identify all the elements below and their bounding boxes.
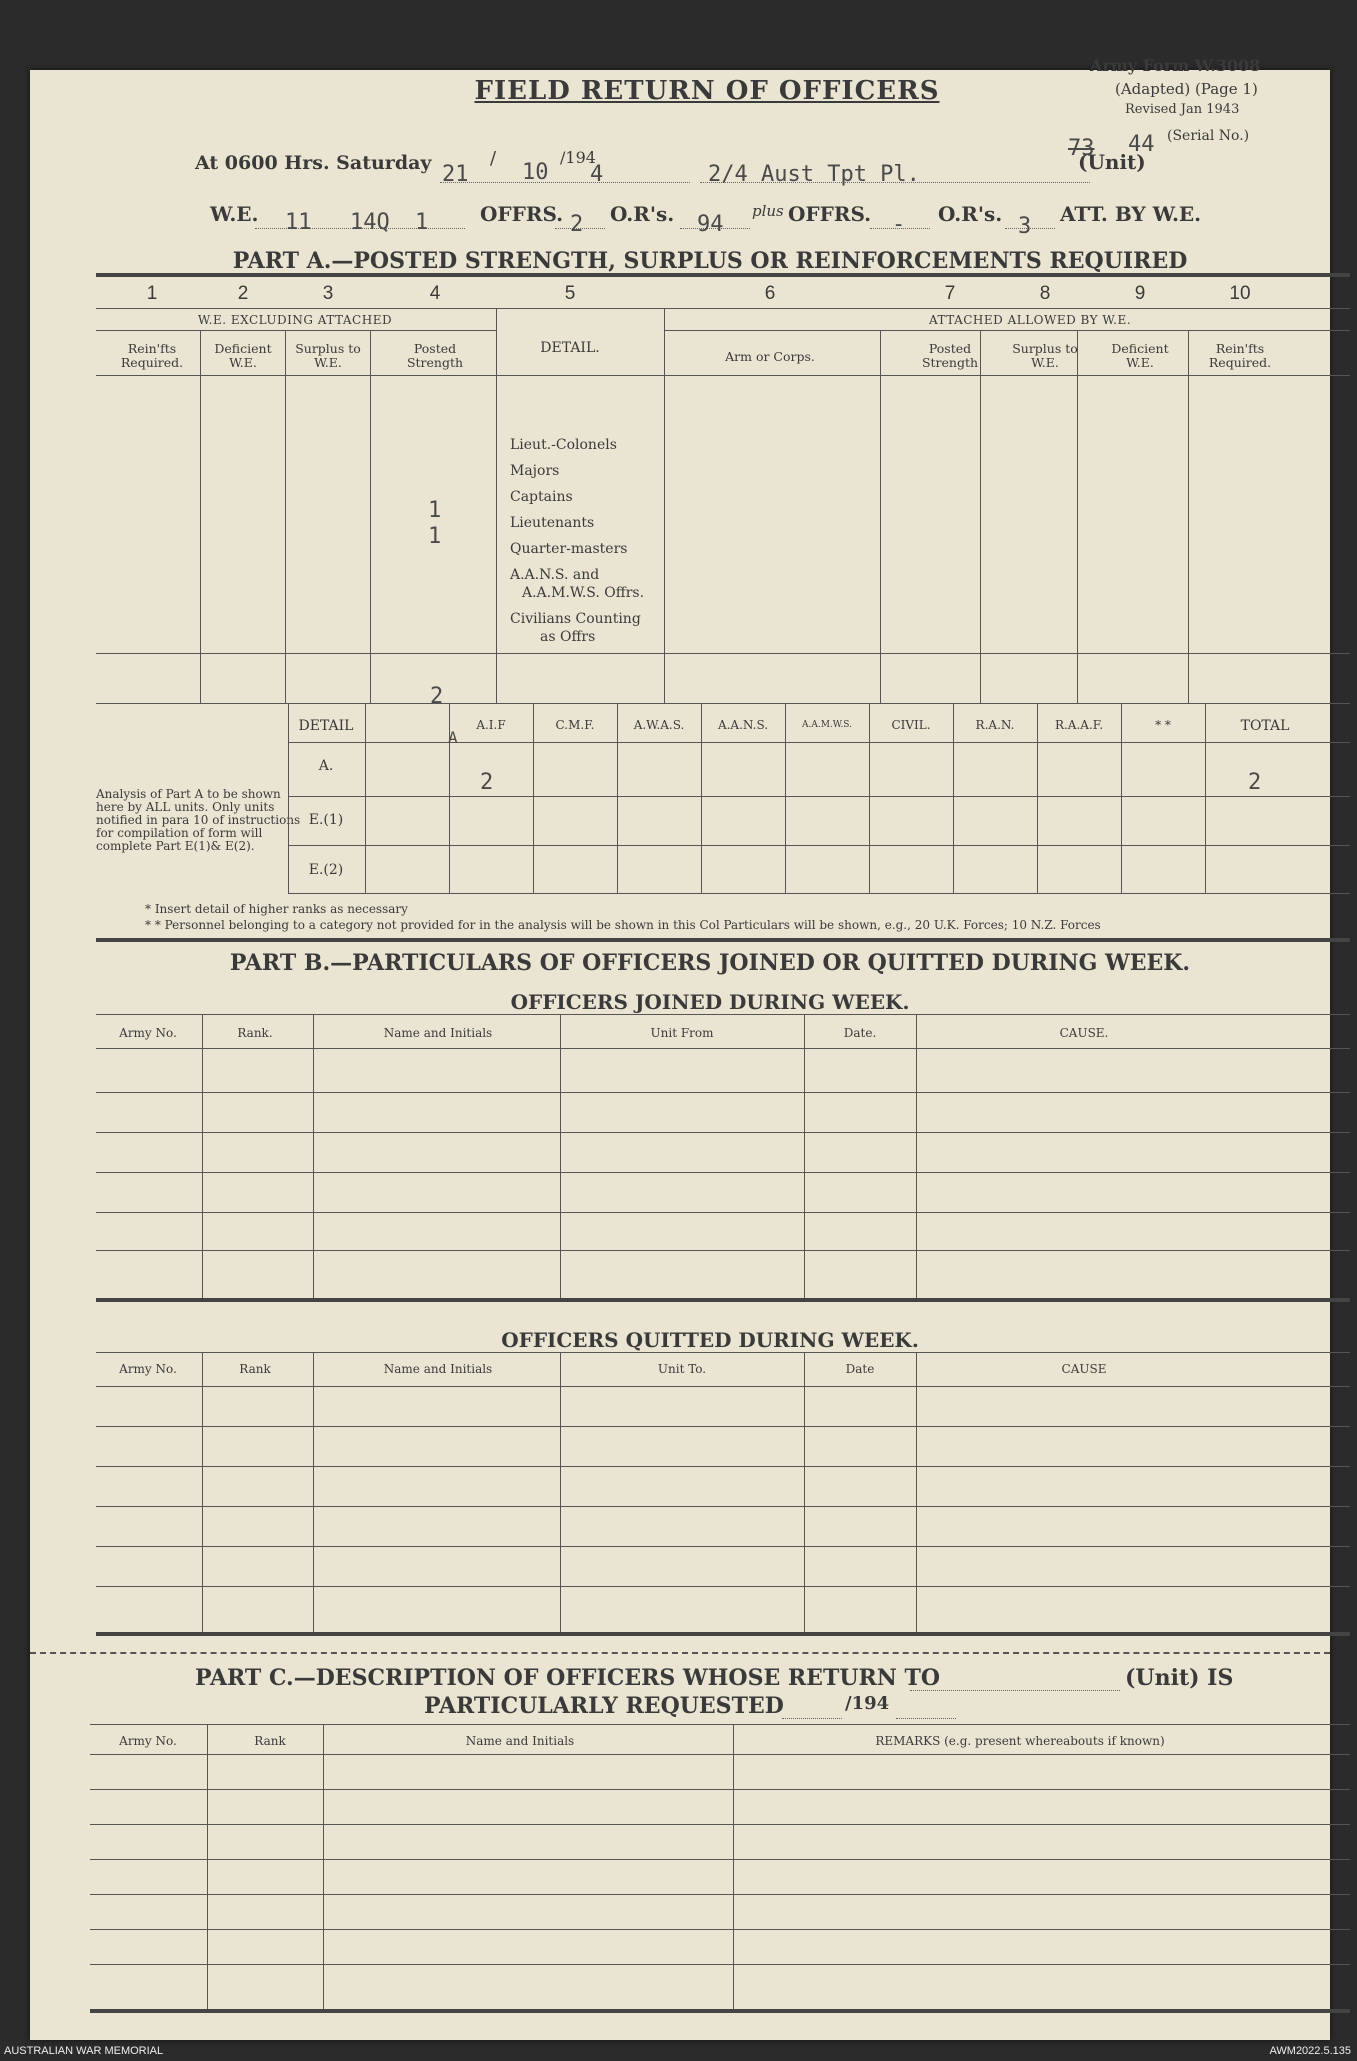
analysis-header: DETAIL	[298, 718, 354, 734]
posted-total: 2	[430, 684, 444, 709]
header-posted-r: Posted Strength	[921, 341, 979, 370]
analysis-header: A.A.N.S.	[717, 718, 769, 732]
part-a-title: PART A.—POSTED STRENGTH, SURPLUS OR REINFORCEMENTS REQUIRED	[232, 248, 1188, 274]
joined-header: Rank.	[237, 1026, 273, 1040]
detail-header: DETAIL.	[540, 340, 600, 356]
analysis-header: R.A.A.F.	[1054, 718, 1104, 732]
analysis-header: A.A.M.W.S.	[801, 720, 853, 730]
analysis-total-value: 2	[1248, 770, 1262, 795]
quitted-header: Unit To.	[657, 1362, 707, 1376]
col-number: 10	[1229, 283, 1251, 304]
col-number: 1	[146, 283, 158, 304]
part-c-unit-is: (Unit) IS	[1125, 1665, 1234, 1691]
we-typed-a: 11	[285, 210, 312, 235]
quitted-header: Army No.	[119, 1362, 177, 1376]
header-posted: Posted Strength	[406, 341, 464, 370]
part-c-title: PART C.—DESCRIPTION OF OFFICERS WHOSE RETURN TO	[195, 1665, 941, 1691]
analysis-header: A.W.A.S.	[633, 718, 685, 732]
rank-item: Majors	[510, 463, 560, 479]
header-deficient: Deficient W.E.	[214, 341, 272, 370]
col-number: 5	[564, 283, 576, 304]
analysis-row-label: E.(1)	[308, 812, 344, 828]
ors-typed: 94	[697, 212, 724, 237]
serial-label: (Serial No.)	[1167, 128, 1250, 144]
part-b-title: PART B.—PARTICULARS OF OFFICERS JOINED OR QUITTED DURING WEEK.	[229, 950, 1191, 976]
header-surplus: Surplus to W.E.	[295, 341, 361, 370]
part-c-header: Army No.	[119, 1734, 177, 1748]
analysis-header: * *	[1155, 718, 1171, 732]
at-label: At 0600 Hrs. Saturday	[195, 152, 432, 174]
plus-label: plus	[752, 202, 784, 220]
we-label: W.E.	[210, 202, 259, 226]
serial-typed: 44	[1128, 132, 1155, 157]
part-c-header: REMARKS (e.g. present whereabouts if known)	[875, 1734, 1165, 1748]
analysis-mark: A	[448, 728, 458, 747]
revised-note: Revised Jan 1943	[1125, 102, 1240, 117]
joined-header: Unit From	[650, 1026, 714, 1040]
unit-label: (Unit)	[1078, 150, 1146, 174]
quitted-header: Name and Initials	[383, 1362, 493, 1376]
archive-footer-left: AUSTRALIAN WAR MEMORIAL	[4, 2045, 164, 2057]
header-deficient-r: Deficient W.E.	[1111, 341, 1169, 370]
part-c-header: Name and Initials	[465, 1734, 575, 1748]
year-typed: 4	[590, 162, 604, 187]
rank-item: Civilians Counting	[510, 611, 641, 627]
joined-header: Name and Initials	[383, 1026, 493, 1040]
offrs-typed: 2	[570, 212, 584, 237]
col-number: 8	[1039, 283, 1051, 304]
rank-item: A.A.M.W.S. Offrs.	[522, 585, 645, 601]
form-title: FIELD RETURN OF OFFICERS	[474, 76, 940, 106]
att-label: ATT. BY W.E.	[1060, 202, 1202, 226]
rank-list	[510, 432, 644, 646]
plus-offrs-label: OFFRS.	[788, 202, 872, 226]
part-c-line2: PARTICULARLY REQUESTED	[424, 1693, 784, 1719]
quitted-title: OFFICERS QUITTED DURING WEEK.	[501, 1328, 919, 1352]
year-printed: /194	[560, 148, 596, 167]
plus-offrs-typed: -	[892, 212, 906, 237]
joined-header: CAUSE.	[1059, 1026, 1109, 1040]
month-typed: 10	[522, 160, 549, 185]
header-arm: Arm or Corps.	[725, 349, 815, 364]
serial-struck: 73	[1068, 136, 1095, 161]
joined-title: OFFICERS JOINED DURING WEEK.	[510, 990, 910, 1014]
offrs-label: OFFRS.	[480, 202, 564, 226]
col-number: 7	[944, 283, 956, 304]
rank-item: as Offrs	[540, 629, 596, 645]
analysis-header: C.M.F.	[555, 718, 595, 732]
plus-ors-typed: 3	[1018, 214, 1032, 239]
army-form-number: Army Form W.3008	[1090, 56, 1261, 75]
analysis-aif-value: 2	[480, 770, 494, 795]
analysis-row-label: E.(2)	[308, 862, 344, 878]
col-number: 3	[322, 283, 334, 304]
analysis-row-label: A.	[318, 758, 334, 774]
archive-footer-right: AWM2022.5.135	[1269, 2045, 1351, 2057]
analysis-footnote: * Insert detail of higher ranks as necessary	[145, 902, 408, 916]
we-typed-c: 1	[415, 210, 429, 235]
joined-header: Army No.	[119, 1026, 177, 1040]
rank-item: A.A.N.S. and	[510, 567, 600, 583]
analysis-header: R.A.N.	[975, 718, 1015, 732]
posted-lieutenants: 1	[428, 498, 442, 523]
col-number: 2	[237, 283, 249, 304]
form-sheet: FIELD RETURN OF OFFICERS Army Form W.3008 (Adapted) (Page 1) Revised Jan 1943 (Serial No.) 73 44 (Unit) At 0600 Hrs. Saturday 21 / 10 /194 4 2/4 Aust Tpt Pl. W.E. 11 14Q 1 OFFRS. 2 O.R's. 94 plus OFFRS. - O.R's. 3 ATT. BY W.E. PART A.—POSTED STRENGTH, SURPLUS OR REINFORCEMENTS REQUIRED 1 2 3 4 5 6 7 8 9 10 W.E. EXCLUDING ATTACHED ATTACHED ALLOWED BY W.E. DETAIL. Rein'fts Required. Deficient W.E. Surplus to W.E. Posted Strength Arm or Corps. Posted Strength Surplus to W.E. Deficient W.E. Rein'fts Required. Lieut.-Colonels Majors Captains Lieutenants Quarter-masters A.A.N.S. and A.A.M.W.S. Offrs. Civilians Counting as Offrs 1 1 2 Analysis of Part A to be shown here by ALL units. Only units notified in para 10 of instructions for compilation of form will complete Part E(1)& E(2). DETAIL A.I.F C.M.F. A.W.A.S. A.A.N.S. A.A.M.W.S. CIVIL. R.A.N. R.A.A.F. * * TOTAL A. E.(1) E.(2) A 2 2 * Insert detail of higher ranks as necessary * * Personnel belonging to a category not provided for in the analysis will be shown in this Col Particulars will be shown, e.g., 20 U.K. Forces; 10 N.Z. Forces PART B.—PARTICULARS OF OFFICERS JOINED OR QUITTED DURING WEEK. OFFICERS JOINED DURING WEEK. Army No. Rank. Name and Initials Unit From Date. CAUSE. OFFICERS QUITTED DURING WEEK. Army No. Rank Name and Initials Unit To. Date CAUSE PART C.—DESCRIPTION OF OFFICERS WHOSE RETURN TO (Unit) IS PARTICULARLY REQUESTED /194 Army No. Rank Name and Initials REMARKS (e.g. present whereabouts if known)	[30, 70, 1330, 2040]
analysis-header: TOTAL	[1240, 718, 1290, 734]
quitted-header: CAUSE	[1061, 1362, 1107, 1376]
day-typed: 21	[442, 162, 469, 187]
analysis-footnote: * * Personnel belonging to a category not provided for in the analysis will be shown in this Col Particulars will be shown, e.g., 20 U.K. Forces; 10 N.Z. Forces	[145, 918, 1101, 932]
posted-quartermasters: 1	[428, 524, 442, 549]
col-number: 6	[764, 283, 776, 304]
rank-item: Captains	[510, 489, 573, 505]
col-number: 9	[1134, 283, 1146, 304]
adapted-note: (Adapted) (Page 1)	[1115, 80, 1258, 98]
header-reinfts: Rein'fts Required.	[120, 341, 184, 370]
rank-item: Lieut.-Colonels	[510, 437, 617, 453]
part-c-header: Rank	[254, 1734, 286, 1748]
analysis-note: Analysis of Part A to be shown here by ALL units. Only units notified in para 10 of instructions for compilation of form will complete Part E(1)& E(2).	[96, 787, 301, 853]
col-number: 4	[429, 283, 441, 304]
unit-typed: 2/4 Aust Tpt Pl.	[708, 162, 920, 187]
quitted-header: Date	[845, 1362, 875, 1376]
rank-item: Quarter-masters	[510, 541, 628, 557]
ors-label: O.R's.	[610, 202, 675, 226]
left-group-header: W.E. EXCLUDING ATTACHED	[197, 313, 393, 327]
analysis-header: A.I.F	[476, 718, 506, 732]
right-group-header: ATTACHED ALLOWED BY W.E.	[928, 313, 1132, 327]
part-c-year: /194	[845, 1693, 890, 1714]
we-typed-b: 14Q	[350, 210, 390, 235]
header-reinfts-r: Rein'fts Required.	[1208, 341, 1272, 370]
joined-header: Date.	[843, 1026, 877, 1040]
plus-ors-label: O.R's.	[938, 202, 1003, 226]
quitted-header: Rank	[239, 1362, 271, 1376]
analysis-header: CIVIL.	[891, 718, 931, 732]
header-surplus-r: Surplus to W.E.	[1012, 341, 1078, 370]
rank-item: Lieutenants	[510, 515, 595, 531]
